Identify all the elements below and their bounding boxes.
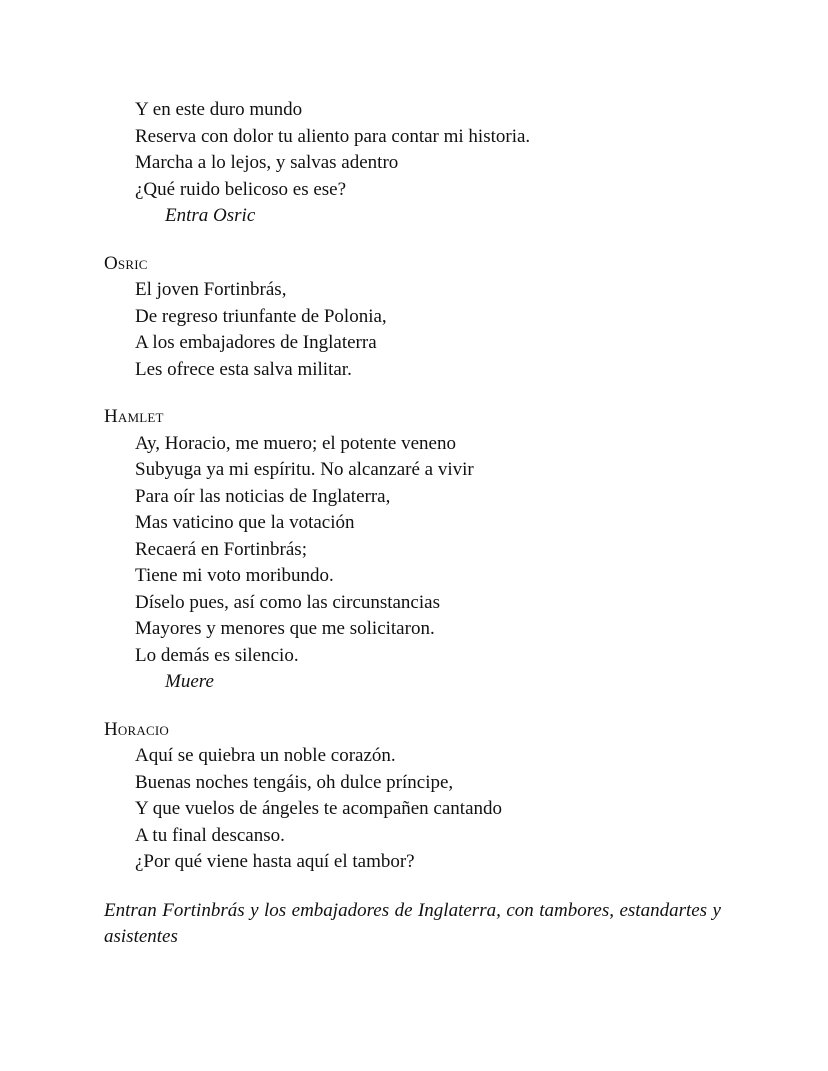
speaker-name-hamlet: Hamlet bbox=[104, 406, 164, 427]
verse-line: Díselo pues, así como las circunstancias bbox=[135, 591, 440, 613]
stage-direction: Entra Osric bbox=[165, 205, 256, 226]
verse-line: Mas vaticino que la votación bbox=[135, 512, 355, 533]
speech-continuation bbox=[104, 97, 724, 230]
verse-line: Recaerá en Fortinbrás; bbox=[135, 538, 307, 560]
verse-line: Les ofrece esta salva militar. bbox=[135, 358, 352, 380]
script-page bbox=[104, 97, 724, 951]
verse-line: Reserva con dolor tu aliento para contar mi historia. bbox=[135, 125, 531, 147]
speaker-name-osric: Osric bbox=[104, 252, 148, 274]
verse-line: Para oír las noticias de Inglaterra, bbox=[135, 485, 391, 507]
speech-horacio bbox=[104, 743, 724, 876]
verse-line: Subyuga ya mi espíritu. No alcanzaré a vivir bbox=[135, 459, 474, 480]
verse-line: Buenas noches tengáis, oh dulce príncipe, bbox=[135, 771, 454, 793]
verse-line: Marcha a lo lejos, y salvas adentro bbox=[135, 152, 399, 173]
closing-stage-direction: Entran Fortinbrás y los embajadores de Inglaterra, con tambores, estandartes y asistentes bbox=[104, 899, 721, 947]
verse-line: Y en este duro mundo bbox=[135, 99, 303, 120]
stage-direction: Muere bbox=[165, 671, 214, 692]
speech-osric bbox=[104, 277, 724, 383]
verse-line: El joven Fortinbrás, bbox=[135, 279, 287, 300]
verse-line: A tu final descanso. bbox=[135, 824, 285, 846]
verse-line: A los embajadores de Inglaterra bbox=[135, 332, 377, 353]
verse-line: Lo demás es silencio. bbox=[135, 644, 299, 666]
verse-line: Y que vuelos de ángeles te acompañen cantando bbox=[135, 798, 503, 819]
speaker-name-horacio: Horacio bbox=[104, 718, 169, 740]
verse-line: Ay, Horacio, me muero; el potente veneno bbox=[135, 432, 456, 454]
verse-line: ¿Qué ruido belicoso es ese? bbox=[135, 178, 347, 200]
verse-line: Aquí se quiebra un noble corazón. bbox=[135, 745, 396, 766]
verse-line: Tiene mi voto moribundo. bbox=[135, 565, 334, 586]
verse-line: Mayores y menores que me solicitaron. bbox=[135, 618, 435, 639]
speech-hamlet bbox=[104, 431, 724, 696]
verse-line: De regreso triunfante de Polonia, bbox=[135, 305, 387, 327]
verse-line: ¿Por qué viene hasta aquí el tambor? bbox=[135, 851, 415, 872]
